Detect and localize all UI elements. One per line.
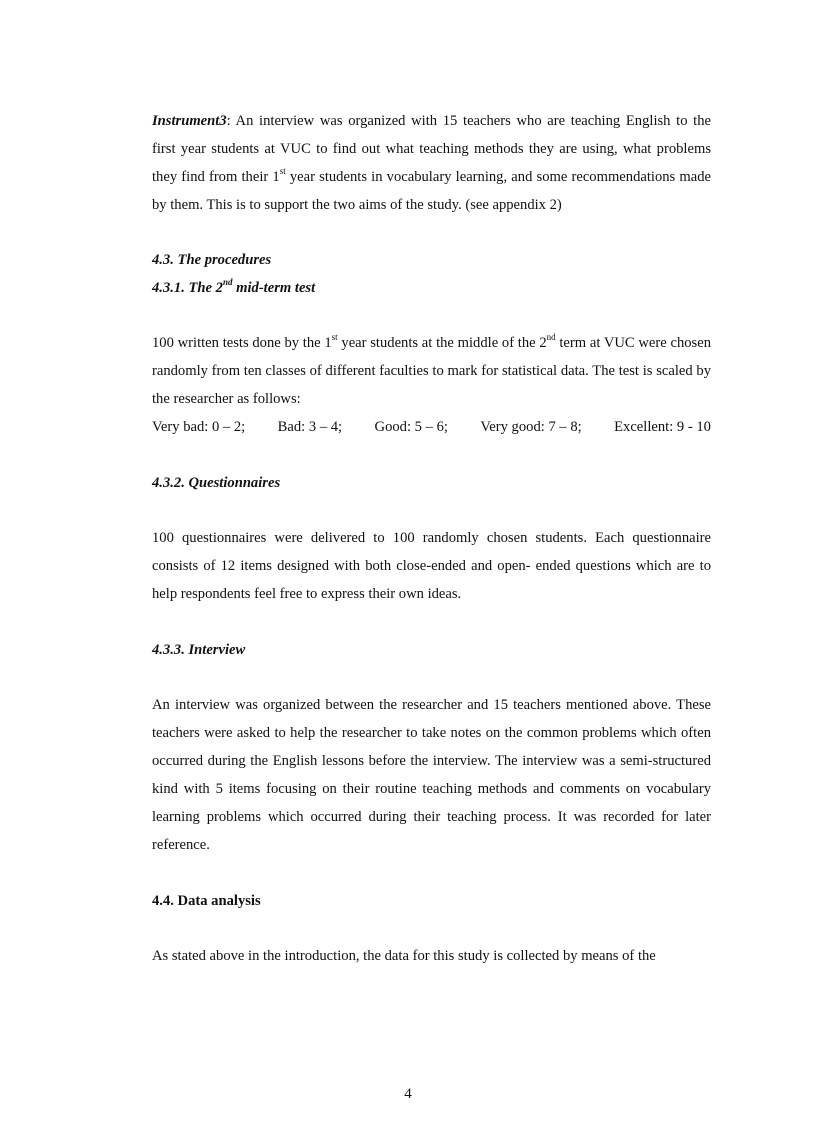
spacer (152, 441, 711, 469)
spacer (152, 302, 711, 329)
scale-very-good: Very good: 7 – 8; (480, 419, 582, 435)
heading-4-3-3: 4.3.3. Interview (152, 642, 246, 658)
data-analysis-paragraph: As stated above in the introduction, the data for this study is collected by means of the (152, 948, 656, 964)
instrument3-label: Instrument3 (152, 113, 227, 129)
scale-very-bad: Very bad: 0 – 2; (152, 419, 246, 435)
instrument3-paragraph (152, 107, 711, 219)
document-body (152, 107, 711, 970)
instrument3-text-part1: : An interview was organized with 15 teachers who are teaching English to the first year students at VUC to find out what teaching methods they are using, what problems they find from their 1 (152, 113, 711, 185)
spacer (152, 664, 711, 691)
superscript-nd: nd (546, 332, 556, 343)
midterm-text-part2: year students at the middle of the 2 (337, 335, 547, 351)
scale-good: Good: 5 – 6; (374, 419, 448, 435)
page-number: 4 (404, 1086, 412, 1102)
spacer (152, 915, 711, 942)
interview-paragraph: An interview was organized between the researcher and 15 teachers mentioned above. These teachers were asked to help the researcher to take notes on the common problems which often occurred during the English lessons before the interview. The interview was a semi-structured kind with 5 items focusing on their routine teaching methods and comments on vocabulary learning problems which occurred during their teaching process. It was recorded for later reference. (152, 697, 711, 853)
midterm-text-part1: 100 written tests done by the 1 (152, 335, 332, 351)
heading-4-3: 4.3. The procedures (152, 252, 272, 268)
spacer (152, 859, 711, 887)
scale-excellent: Excellent: 9 - 10 (614, 419, 711, 435)
spacer (152, 608, 711, 636)
heading-4-3-1-suffix: mid-term test (232, 280, 316, 296)
midterm-text-part3: term at VUC were chosen randomly from ten classes of different faculties to mark for statistical data. The test is scaled by the researcher as follows: (152, 335, 711, 407)
questionnaires-paragraph: 100 questionnaires were delivered to 100 randomly chosen students. Each questionnaire consists of 12 items designed with both close-ended and open- ended questions which are to help respondents feel free to express their own ideas. (152, 530, 711, 602)
spacer (152, 219, 711, 246)
heading-4-3-1 (152, 274, 711, 302)
heading-4-3-2: 4.3.2. Questionnaires (152, 475, 281, 491)
heading-4-4: 4.4. Data analysis (152, 893, 261, 909)
spacer (152, 497, 711, 524)
scale-bad: Bad: 3 – 4; (277, 419, 343, 435)
grading-scale (152, 413, 711, 441)
heading-4-3-1-prefix: 4.3.1. The 2 (152, 280, 223, 296)
superscript-st: st (279, 166, 286, 177)
instrument3-text-part2: year students in vocabulary learning, and some recommendations made by them. This is to support the two aims of the study. (see appendix 2) (152, 169, 712, 213)
midterm-test-paragraph (152, 329, 711, 413)
superscript-nd: nd (222, 277, 233, 288)
superscript-st: st (331, 332, 338, 343)
